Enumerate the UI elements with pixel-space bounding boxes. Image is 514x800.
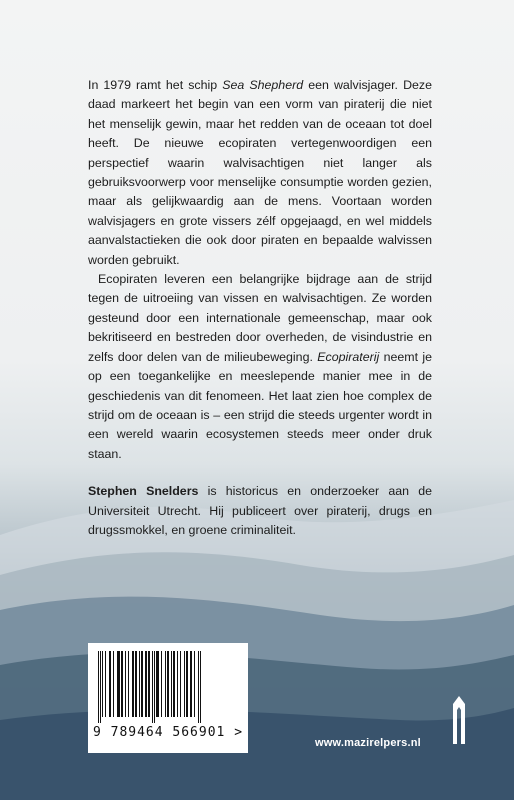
author-name: Stephen Snelders: [88, 484, 199, 499]
book-title: Ecopiraterij: [317, 349, 380, 364]
isbn-number: 9 789464 566901 >: [92, 725, 244, 740]
publisher-url: www.mazirelpers.nl: [315, 737, 421, 749]
publisher-logo-icon: [451, 696, 467, 744]
barcode-bars: [96, 651, 240, 723]
blurb-paragraph-2: Ecopiraten leveren een belangrijke bijdrage aan de strijd tegen de uitroeiing van vissen en walvisachtigen. Ze worden gesteund door een internationale gemeenschap, maar ook bekritiseerd en bestreden door overheden, de visindustrie en zelfs door delen van de milieubeweging. Ecopiraterij neemt je op een toegankelijke en meeslepende manier mee in de geschiedenis van dit fenomeen. Het laat zien hoe complex de strijd om de oceaan is – een strijd die steeds urgenter wordt in een wereld waarin ecosystemen steeds meer onder druk staan.: [88, 272, 432, 461]
author-bio: Stephen Snelders is historicus en onderzoeker aan de Universiteit Utrecht. Hij publiceert over piraterij, drugs en drugssmokkel, en groene criminaliteit.: [88, 484, 432, 537]
ship-name: Sea Shepherd: [222, 78, 304, 92]
isbn-barcode: [88, 643, 248, 753]
back-cover-text: [88, 76, 432, 540]
blurb-paragraph-1: In 1979 ramt het schip Sea Shepherd een walvisjager. Deze daad markeert het begin van een vorm van piraterij die niet het menselijk gewin, maar het redden van de oceaan tot doel heeft. De nieuwe ecopiraten vertegenwoordigen een perspectief waarin walvisachtigen niet langer als gebruiksvoorwerp voor menselijke consumptie worden gezien, maar als gelijkwaardig aan de mens. Voortaan worden walvisjagers en grote vissers zélf opgejaagd, en wel middels aanvalstactieken die ook door piraten en bepaalde walvissen worden gebruikt.: [88, 78, 432, 267]
